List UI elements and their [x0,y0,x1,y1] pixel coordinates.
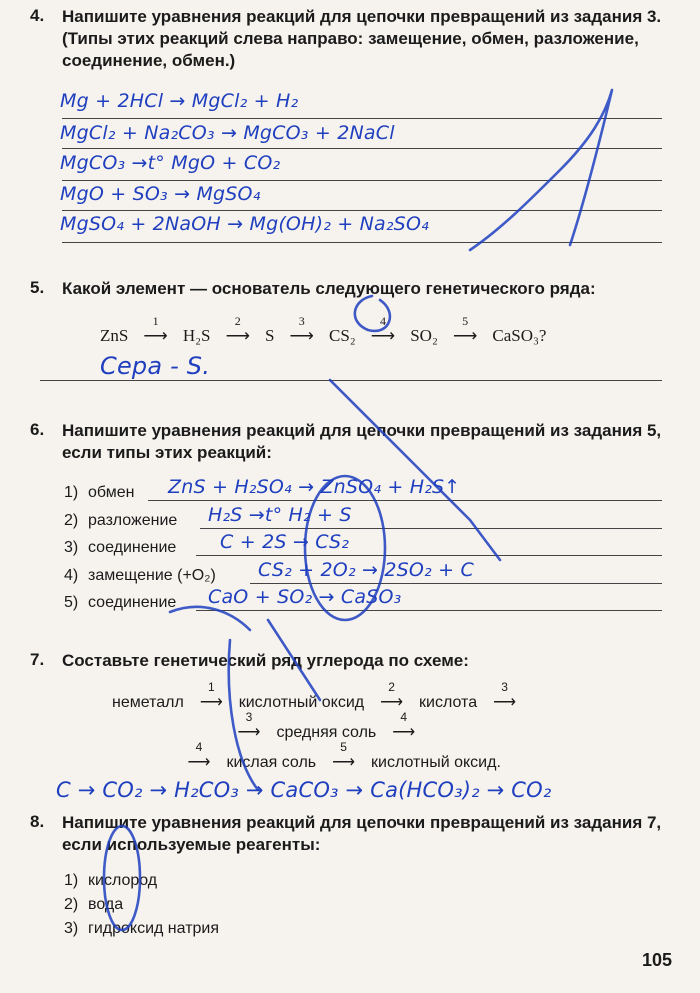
scheme-row-1 [112,680,528,712]
question-6 [30,420,670,464]
answer-line [62,148,662,149]
handwritten-answer: ZnS + H₂SO₄ → ZnSO₄ + H₂S↑ [168,476,461,498]
question-number: 4. [30,6,45,25]
handwritten-answer: Сера - S. [100,352,211,380]
reaction-type-item: 2) разложение [64,512,178,529]
answer-line [62,242,662,243]
handwritten-answer: MgCl₂ + Na₂CO₃ → MgCO₃ + 2NaCl [60,122,395,144]
scheme-arrow: 1 ⟶ [199,680,223,711]
handwritten-answer: H₂S →t° H₂ + S [208,504,352,526]
scheme-arrow: 2 ⟶ [380,680,404,711]
answer-line [148,500,662,501]
handwritten-answer: CaO + SO₂ → CaSO₃ [208,586,402,608]
handwritten-answer: C → CO₂ → H₂CO₃ → CaCO₃ → Ca(HCO₃)₂ → CO₂ [56,778,552,802]
reagent-item: 1) кислород [64,872,158,889]
large-check-mark [470,90,612,250]
answer-line [250,583,662,584]
chain-substance: SO₂ [410,326,438,345]
chain-arrow: 4 ⟶ [370,314,396,345]
answer-line [200,528,662,529]
question-text: Напишите уравнения реакций для цепочки превращений из задания 5, если типы этих реакций: [62,421,662,462]
question-text: Какой элемент — основатель следующего генетического ряда: [62,279,596,298]
reaction-type-item: 3) соединение [64,539,177,556]
chain-substance: ZnS [100,326,129,345]
question-7 [30,650,670,672]
question-text: Напишите уравнения реакций для цепочки превращений из задания 3. (Типы этих реакций слева направо: замещение, обмен, разложение, соединение, обмен.) [62,7,662,70]
scheme-node: кислотный оксид [238,694,365,711]
reaction-type-item: 1) обмен [64,484,135,501]
handwritten-answer: Mg + 2HCl → MgCl₂ + H₂ [60,90,299,112]
chain-arrow: 3 ⟶ [289,314,314,345]
answer-line [62,180,662,181]
question-number: 8. [30,812,45,831]
chain-substance: H₂S [182,326,211,345]
question-4 [30,6,670,72]
scheme-node: кислота [419,694,478,711]
scribble-stroke [330,380,500,560]
handwritten-answer: CS₂ + 2O₂ → 2SO₂ + C [258,559,474,581]
scheme-node: кислотный оксид. [371,754,501,771]
scheme-node: неметалл [112,694,184,711]
chain-substance: CaSO₃? [492,326,547,345]
answer-line [40,380,662,381]
reagent-item: 3) гидроксид натрия [64,920,220,937]
scheme-arrow: 3 ⟶ [493,680,517,711]
scheme-node: кислая соль [226,754,317,771]
scheme-arrow: 4 ⟶ [392,710,416,741]
scheme-arrow: 4 ⟶ [187,740,211,771]
chain-arrow: 1 ⟶ [143,314,168,345]
answer-line [196,555,662,556]
handwritten-answer: MgO + SO₃ → MgSO₄ [60,183,261,205]
question-8 [30,812,670,856]
reagent-item: 2) вода [64,896,124,913]
question-text: Напишите уравнения реакций для цепочки превращений из задания 7, если используемые реагенты: [62,813,662,854]
answer-line [196,610,662,611]
scheme-node: средняя соль [276,724,377,741]
genetic-chain [100,314,547,346]
answer-line [62,210,662,211]
page-number: 105 [641,950,672,970]
handwritten-answer: MgCO₃ →t° MgO + CO₂ [60,152,281,174]
question-5 [30,278,670,300]
question-number: 5. [30,278,45,297]
reaction-type-item: 5) соединение [64,594,177,611]
answer-line [62,118,662,119]
scheme-arrow: 3 ⟶ [237,710,261,741]
chain-substance: CS₂ [328,326,356,345]
question-number: 7. [30,650,45,669]
handwritten-answer: MgSO₄ + 2NaOH → Mg(OH)₂ + Na₂SO₄ [60,213,429,235]
chain-substance: S [265,326,275,345]
chain-arrow: 2 ⟶ [225,314,250,345]
scheme-row-3 [176,740,501,772]
question-text: Составьте генетический ряд углерода по схеме: [62,651,469,670]
question-number: 6. [30,420,45,439]
chain-arrow: 5 ⟶ [452,314,478,345]
scheme-arrow: 5 ⟶ [332,740,356,771]
handwritten-answer: C + 2S → CS₂ [220,531,350,553]
scheme-row-2 [226,710,427,742]
reaction-type-item: 4) замещение (+O₂) [64,567,216,584]
